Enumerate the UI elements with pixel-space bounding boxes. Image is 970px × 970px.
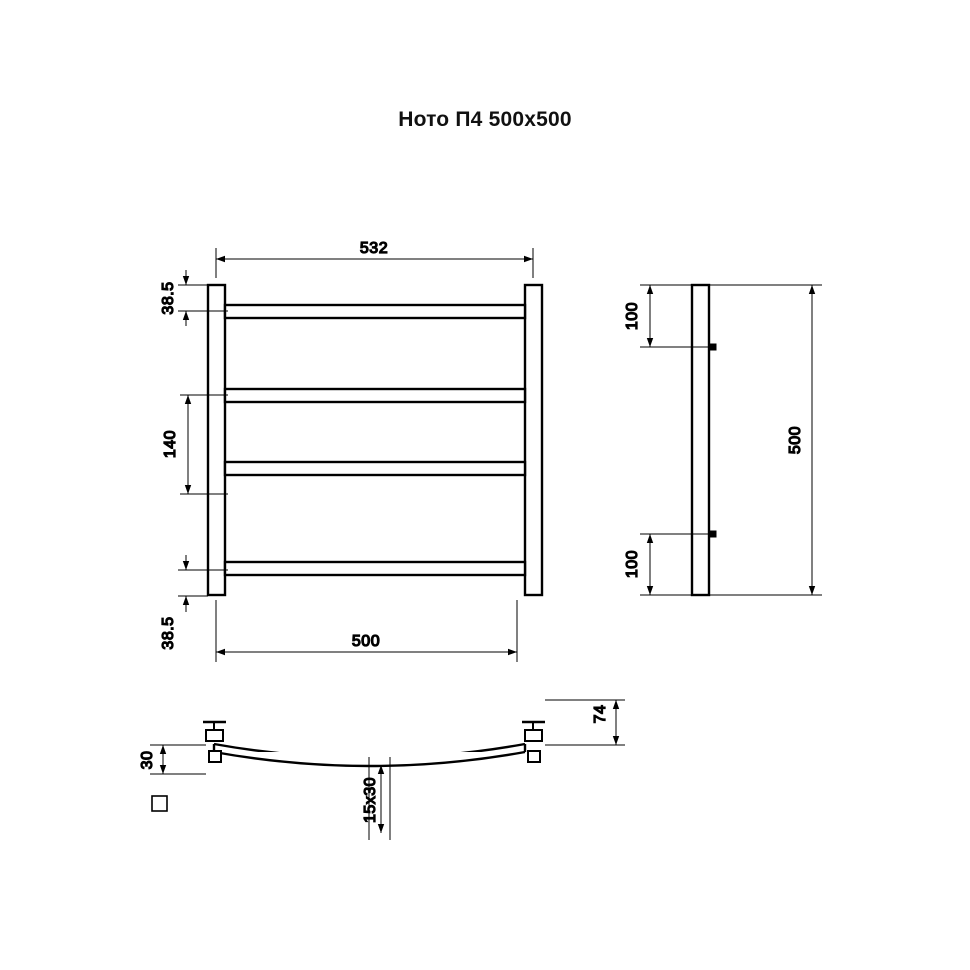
front-right-post xyxy=(525,285,542,595)
side-overall-ext xyxy=(709,285,822,595)
dim-front-inner-width: 500 xyxy=(351,633,381,650)
dim-front-overall-width: 532 xyxy=(359,240,389,257)
square-profile-symbol xyxy=(152,796,167,811)
dim-front-rung-spacing: 140 xyxy=(162,429,179,459)
dim-side-top-bracket: 100 xyxy=(624,301,641,331)
side-overall-height-dim xyxy=(809,285,815,595)
dim-front-bottom-offset: 38.5 xyxy=(160,616,177,650)
page-title: Ното П4 500х500 xyxy=(398,108,572,131)
side-bracket-bottom xyxy=(709,531,716,537)
dim-side-overall-height: 500 xyxy=(787,425,804,455)
dim-top-profile-square: 30 xyxy=(139,750,156,770)
dim-top-depth: 74 xyxy=(592,704,609,724)
dim-front-top-offset: 38.5 xyxy=(160,281,177,315)
dim-top-rung-profile: 15x30 xyxy=(362,776,379,824)
dim-side-bottom-bracket: 100 xyxy=(624,549,641,579)
side-bracket-top xyxy=(709,344,716,350)
front-rungs xyxy=(225,305,525,575)
top-profile-square-dim xyxy=(150,745,206,774)
side-profile-body xyxy=(692,285,709,595)
top-view-right-mount xyxy=(522,722,545,762)
top-view-left-mount xyxy=(203,722,226,762)
top-depth-dim xyxy=(545,700,625,745)
front-inner-width-ext xyxy=(216,600,517,662)
front-left-post xyxy=(208,285,225,595)
